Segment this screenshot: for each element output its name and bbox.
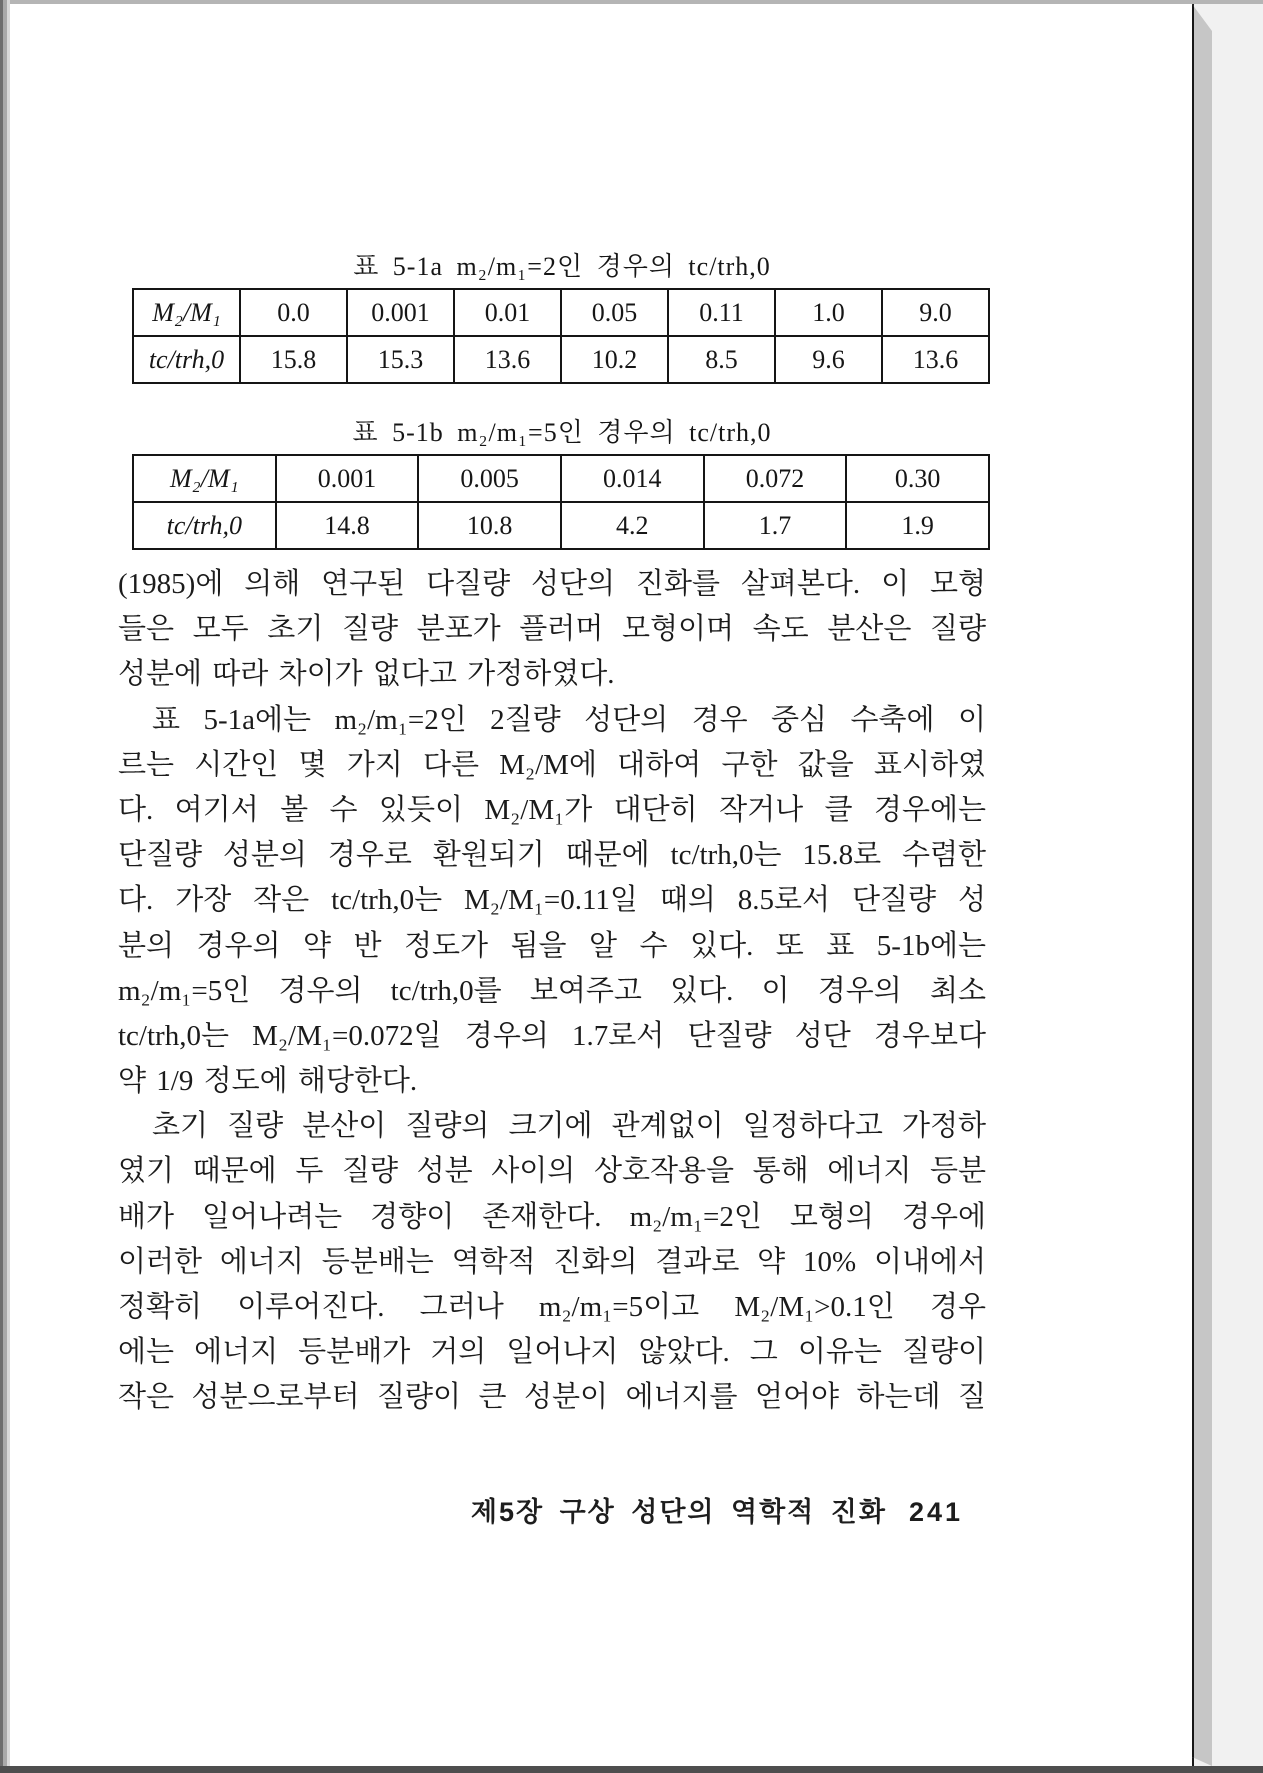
table-cell: 0.001 [347, 289, 454, 336]
text-line: 성분에 따라 차이가 없다고 가정하였다. [118, 658, 615, 691]
table-cell: 1.7 [704, 502, 847, 549]
table-5-1a-title: 표 5-1a m₂/m₁=2인 경우의 tc/trh,0 [353, 252, 771, 281]
table-row-header: tc/trh,0 [133, 336, 240, 383]
text-line: tc/trh,0는 M₂/M₁=0.072일 경우의 1.7로서 단질량 성단 경우보다 [118, 1019, 986, 1052]
table-5-1a [132, 288, 990, 384]
text-line: 다. 여기서 볼 수 있듯이 M₂/M₁가 대단히 작거나 클 경우에는 [118, 793, 986, 826]
table-5-1b-title: 표 5-1b m₂/m₁=5인 경우의 tc/trh,0 [352, 418, 772, 447]
table-row-header: M₂/M₁ [133, 289, 240, 336]
table-cell: 0.05 [561, 289, 668, 336]
table-cell: 4.2 [561, 502, 704, 549]
footer-page-number: 241 [908, 1497, 963, 1527]
text-line: 단질량 성분의 경우로 환원되기 때문에 tc/trh,0는 15.8로 수렴한 [118, 839, 986, 872]
table-row-header: tc/trh,0 [133, 502, 276, 549]
table-cell: 0.072 [704, 455, 847, 502]
table-cell: 0.30 [846, 455, 989, 502]
footer-chapter-label: 제5장 구상 성단의 역학적 진화 [470, 1497, 887, 1527]
table-row [133, 455, 989, 502]
table-cell: 1.0 [775, 289, 882, 336]
table-cell: 9.6 [775, 336, 882, 383]
page-edge-strip [1192, 4, 1212, 1768]
table-row-header: M₂/M₁ [133, 455, 276, 502]
table-cell: 10.8 [418, 502, 561, 549]
text-line: 에는 에너지 등분배가 거의 일어나지 않았다. 그 이유는 질량이 [118, 1336, 986, 1369]
table-cell: 13.6 [882, 336, 989, 383]
text-line: 작은 성분으로부터 질량이 큰 성분이 에너지를 얻어야 하는데 질 [118, 1381, 986, 1414]
text-line: 들은 모두 초기 질량 분포가 플러머 모형이며 속도 분산은 질량 [118, 613, 986, 646]
text-line: (1985)에 의해 연구된 다질량 성단의 진화를 살펴본다. 이 모형 [118, 568, 986, 600]
table-cell: 14.8 [276, 502, 419, 549]
text-line: 다. 가장 작은 tc/trh,0는 M₂/M₁=0.11일 때의 8.5로서 단질량 성 [118, 884, 986, 917]
table-cell: 15.8 [240, 336, 347, 383]
text-line: 표 5-1a에는 m₂/m₁=2인 2질량 성단의 경우 중심 수축에 이 [152, 703, 986, 736]
text-line: 였기 때문에 두 질량 성분 사이의 상호작용을 통해 에너지 등분 [118, 1155, 986, 1188]
text-line: m₂/m₁=5인 경우의 tc/trh,0를 보여주고 있다. 이 경우의 최소 [118, 974, 986, 1007]
table-5-1b [132, 454, 990, 550]
table-cell: 0.001 [276, 455, 419, 502]
table-cell: 0.11 [668, 289, 775, 336]
text-line: 분의 경우의 약 반 정도가 됨을 알 수 있다. 또 표 5-1b에는 [118, 929, 986, 962]
page-footer [118, 1490, 963, 1529]
text-line: 배가 일어나려는 경향이 존재한다. m₂/m₁=2인 모형의 경우에 [118, 1200, 986, 1233]
table-cell: 13.6 [454, 336, 561, 383]
table-row [133, 502, 989, 549]
text-line: 초기 질량 분산이 질량의 크기에 관계없이 일정하다고 가정하 [152, 1110, 986, 1143]
text-line: 정확히 이루어진다. 그러나 m₂/m₁=5이고 M₂/M₁>0.1인 경우 [118, 1291, 986, 1323]
text-line: 이러한 에너지 등분배는 역학적 진화의 결과로 약 10% 이내에서 [118, 1245, 986, 1278]
text-line: 르는 시간인 몇 가지 다른 M₂/M에 대하여 구한 값을 표시하였 [118, 748, 986, 781]
table-row [133, 289, 989, 336]
body-text [118, 562, 986, 1421]
table-cell: 8.5 [668, 336, 775, 383]
table-cell: 10.2 [561, 336, 668, 383]
table-cell: 0.005 [418, 455, 561, 502]
table-cell: 0.0 [240, 289, 347, 336]
book-page [10, 4, 1194, 1766]
table-cell: 0.01 [454, 289, 561, 336]
text-line: 약 1/9 정도에 해당한다. [118, 1065, 418, 1098]
table-cell: 15.3 [347, 336, 454, 383]
scan-left-strip [0, 0, 10, 1773]
scan-bottom-bar [0, 1766, 1263, 1773]
table-cell: 1.9 [846, 502, 989, 549]
table-cell: 9.0 [882, 289, 989, 336]
table-cell: 0.014 [561, 455, 704, 502]
table-row [133, 336, 989, 383]
